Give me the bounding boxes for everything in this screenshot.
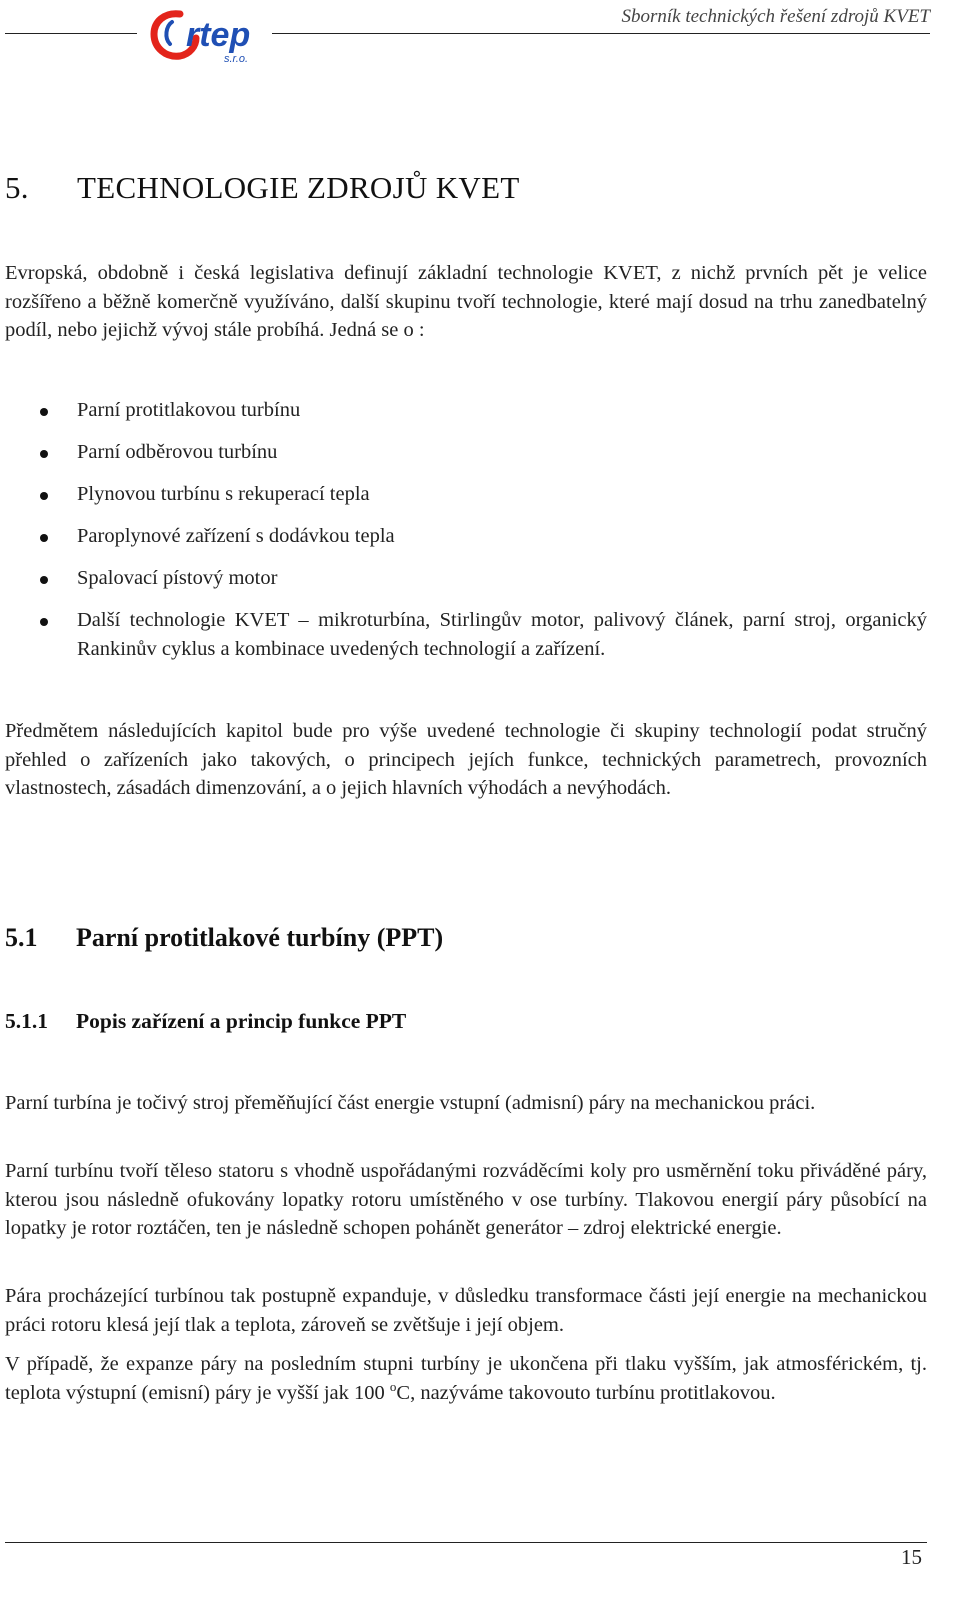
list-item: Parní odběrovou turbínu [40, 438, 927, 467]
list-item: Parní protitlakovou turbínu [40, 396, 927, 425]
summary-paragraph: Předmětem následujících kapitol bude pro výše uvedené technologie či skupiny technologií podat stručný přehled o zařízeních jako takových, o principech jejích funkce, technických parametrech, provozních vlastnostech, zásadách dimenzování, a o jejich hlavních výhodách a nevýhodách. [5, 720, 927, 799]
body-paragraph: Parní turbína je točivý stroj přeměňující část energie vstupní (admisní) páry na mechanickou práci. [5, 1092, 816, 1114]
body-paragraph: Pára procházející turbínou tak postupně expanduje, v důsledku transformace části její energie na mechanickou práci rotoru klesá její tlak a teplota, zároveň se zvětšuje i její objem. [5, 1285, 927, 1336]
bullet-icon [40, 534, 48, 542]
list-item: Plynovou turbínu s rekuperací tepla [40, 480, 927, 509]
subsection-heading [5, 1009, 406, 1034]
ortep-logo [150, 4, 272, 66]
header-title: Sborník technických řešení zdrojů KVET [621, 6, 930, 27]
technology-list [40, 396, 927, 677]
logo-wordmark: rtep [186, 16, 251, 54]
subsection-title: Popis zařízení a princip funkce PPT [76, 1009, 407, 1033]
list-item: Spalovací pístový motor [40, 564, 927, 593]
chapter-title: TECHNOLOGIE ZDROJŮ KVET [77, 170, 520, 205]
bullet-icon [40, 492, 48, 500]
list-item: Další technologie KVET – mikroturbína, Stirlingův motor, palivový článek, parní stroj, organický Rankinův cyklus a kombinace uvedených technologií a zařízení. [40, 606, 927, 663]
section-title: Parní protitlakové turbíny (PPT) [76, 923, 444, 952]
chapter-number: 5. [5, 170, 29, 205]
body-paragraph: Parní turbínu tvoří těleso statoru s vhodně uspořádanými rozváděcími koly pro usměrnění toku přiváděné páry, kterou jsou následně ofukovány lopatky rotoru umístěného v ose turbíny. Tlakovou energií páry působící na lopatky je rotor roztáčen, ten je následně schopen pohánět generátor – zdroj elektrické energie. [5, 1160, 927, 1239]
body-paragraph-last: V případě, že expanze páry na posledním stupni turbíny je ukončena při tlaku vyšším, jak atmosférickém, tj. teplota výstupní (emisní) páry je vyšší jak 100 $^o$C, nazýváme takovouto turbínu protitlakovou. [5, 1353, 927, 1404]
bullet-icon [40, 576, 48, 584]
bullet-icon [40, 450, 48, 458]
section-heading [5, 923, 443, 953]
header-rule-left [5, 33, 137, 34]
section-number: 5.1 [5, 923, 38, 952]
chapter-heading [5, 170, 520, 206]
subsection-number: 5.1.1 [5, 1009, 48, 1033]
bullet-icon [40, 618, 48, 626]
header-rule-right [272, 33, 930, 34]
page-number: 15 [901, 1545, 922, 1569]
logo-subtext: s.r.o. [224, 53, 249, 65]
list-item: Paroplynové zařízení s dodávkou tepla [40, 522, 927, 551]
bullet-icon [40, 408, 48, 416]
intro-paragraph: Evropská, obdobně i česká legislativa definují základní technologie KVET, z nichž prvních pět je velice rozšířeno a běžně komerčně využíváno, další skupinu tvoří technologie, které mají dosud na trhu zanedbatelný podíl, nebo jejichž vývoj stále probíhá. Jedná se o : [5, 262, 927, 341]
footer-rule [5, 1542, 927, 1543]
